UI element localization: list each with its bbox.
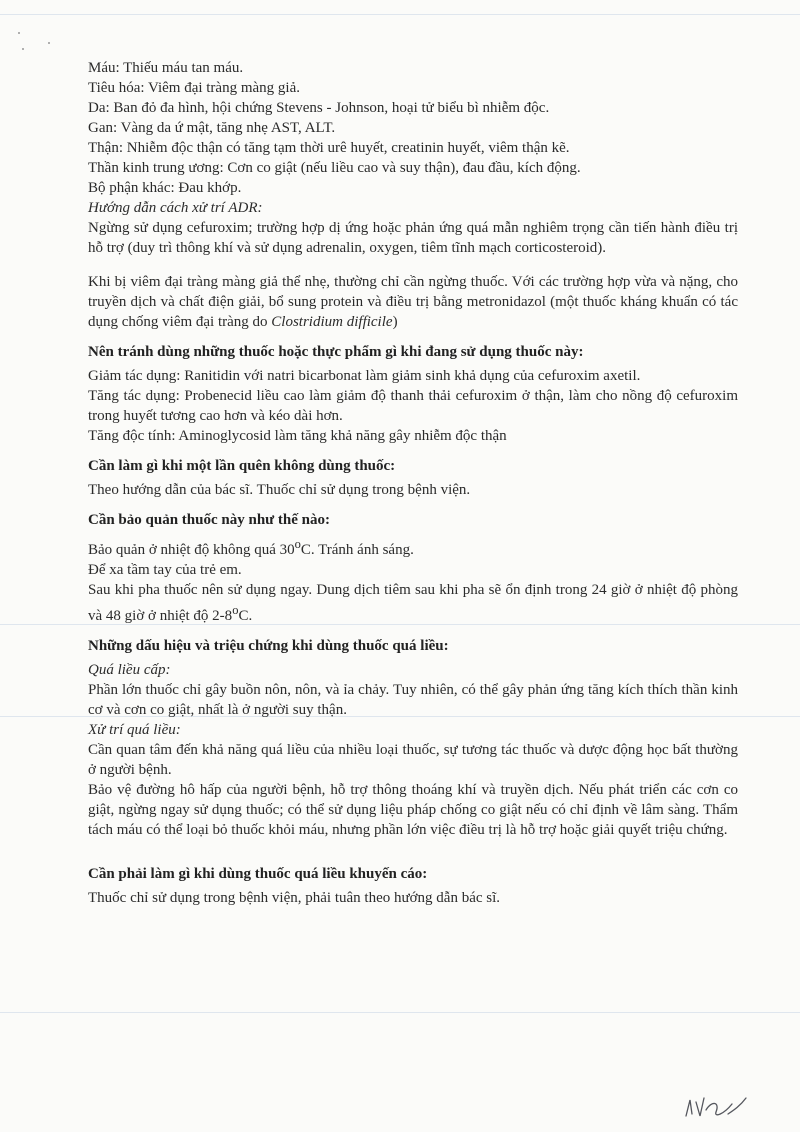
- adr-organ-list: [88, 58, 738, 198]
- scan-speck: [48, 42, 50, 44]
- organism-name: Clostridium difficile: [271, 314, 393, 330]
- interactions-decrease: Giảm tác dụng: Ranitidin với natri bicarbonat làm giảm sinh khả dụng của cefuroxim axetil.: [88, 368, 641, 384]
- adr-line-liver: Gan: Vàng da ứ mật, tăng nhẹ AST, ALT.: [88, 120, 336, 136]
- overdose-heading: Những dấu hiệu và triệu chứng khi dùng thuốc quá liều:: [88, 638, 449, 654]
- acute-overdose-heading: Quá liều cấp:: [88, 662, 171, 678]
- recommended-overdose-heading: Cần phải làm gì khi dùng thuốc quá liều khuyến cáo:: [88, 866, 428, 882]
- adr-line-other: Bộ phận khác: Đau khớp.: [88, 180, 242, 196]
- missed-dose-paragraph: Theo hướng dẫn của bác sĩ. Thuốc chỉ sử dụng trong bệnh viện.: [88, 482, 471, 498]
- interactions-toxicity: Tăng độc tính: Aminoglycosid làm tăng khả năng gây nhiễm độc thận: [88, 428, 507, 444]
- document-body: [88, 58, 738, 908]
- adr-line-cns: Thần kinh trung ương: Cơn co giật (nếu liều cao và suy thận), đau đầu, kích động.: [88, 160, 581, 176]
- overdose-treatment-paragraph-2: Bảo vệ đường hô hấp của người bệnh, hỗ trợ thông thoáng khí và truyền dịch. Nếu phát triển các cơn co giật, ngừng ngay sử dụng thuốc; có thể sử dụng liệu pháp chống co giật nếu có chỉ định về lâm sàng. Thẩm tách máu có thể loại bỏ thuốc khỏi máu, nhưng phần lớn việc điều trị là hỗ trợ hoặc giải quyết triệu chứng.: [88, 782, 738, 838]
- colitis-paragraph: Khi bị viêm đại tràng màng giả thể nhẹ, thường chỉ cần ngừng thuốc. Với các trường hợp vừa và nặng, cho truyền dịch và chất điện giải, bổ sung protein và điều trị bằng metronidazol (một thuốc kháng khuẩn có tác dụng chống viêm đại tràng do Clostridium difficile): [88, 274, 738, 330]
- scan-speck: [18, 32, 20, 34]
- interactions-heading: Nên tránh dùng những thuốc hoặc thực phẩm gì khi đang sử dụng thuốc này:: [88, 344, 584, 360]
- adr-management-heading: Hướng dẫn cách xử trí ADR:: [88, 200, 263, 216]
- adr-line-digestive: Tiêu hóa: Viêm đại tràng màng giả.: [88, 80, 300, 96]
- overdose-treatment-heading: Xử trí quá liều:: [88, 722, 181, 738]
- scan-line: [0, 1012, 800, 1013]
- adr-line-skin: Da: Ban đỏ đa hình, hội chứng Stevens - Johnson, hoại tử biểu bì nhiễm độc.: [88, 100, 550, 116]
- adr-line-kidney: Thận: Nhiễm độc thận có tăng tạm thời urê huyết, creatinin huyết, viêm thận kẽ.: [88, 140, 570, 156]
- handwritten-initials: [680, 1092, 750, 1122]
- scan-speck: [22, 48, 24, 50]
- acute-overdose-paragraph: Phần lớn thuốc chỉ gây buồn nôn, nôn, và ỉa chảy. Tuy nhiên, có thể gây phản ứng tăng kích thích thần kinh cơ và cơn co giật, nhất là ở người suy thận.: [88, 682, 738, 718]
- storage-children: Để xa tầm tay của trẻ em.: [88, 562, 242, 578]
- adr-management-paragraph: Ngừng sử dụng cefuroxim; trường hợp dị ứng hoặc phản ứng quá mẫn nghiêm trọng cần tiến hành điều trị hỗ trợ (duy trì thông khí và sử dụng adrenalin, oxygen, tiêm tĩnh mạch corticosteroid).: [88, 220, 738, 256]
- storage-temperature: Bảo quản ở nhiệt độ không quá 30$^o$C. Tránh ánh sáng.: [88, 537, 414, 558]
- storage-heading: Cần bảo quản thuốc này như thế nào:: [88, 512, 330, 528]
- adr-line-blood: Máu: Thiếu máu tan máu.: [88, 60, 244, 76]
- recommended-overdose-paragraph: Thuốc chỉ sử dụng trong bệnh viện, phải tuân theo hướng dẫn bác sĩ.: [88, 890, 501, 906]
- overdose-treatment-paragraph-1: Cần quan tâm đến khả năng quá liều của nhiều loại thuốc, sự tương tác thuốc và dược động học bất thường ở người bệnh.: [88, 742, 738, 778]
- storage-reconstitution: Sau khi pha thuốc nên sử dụng ngay. Dung dịch tiêm sau khi pha sẽ ổn định trong 24 giờ ở nhiệt độ phòng và 48 giờ ở nhiệt độ 2-8$^o$C.: [88, 582, 738, 624]
- scan-line: [0, 14, 800, 15]
- missed-dose-heading: Cần làm gì khi một lần quên không dùng thuốc:: [88, 458, 396, 474]
- interactions-increase: Tăng tác dụng: Probenecid liều cao làm giảm độ thanh thải cefuroxim ở thận, làm cho nồng độ cefuroxim trong huyết tương cao hơn và kéo dài hơn.: [88, 388, 738, 424]
